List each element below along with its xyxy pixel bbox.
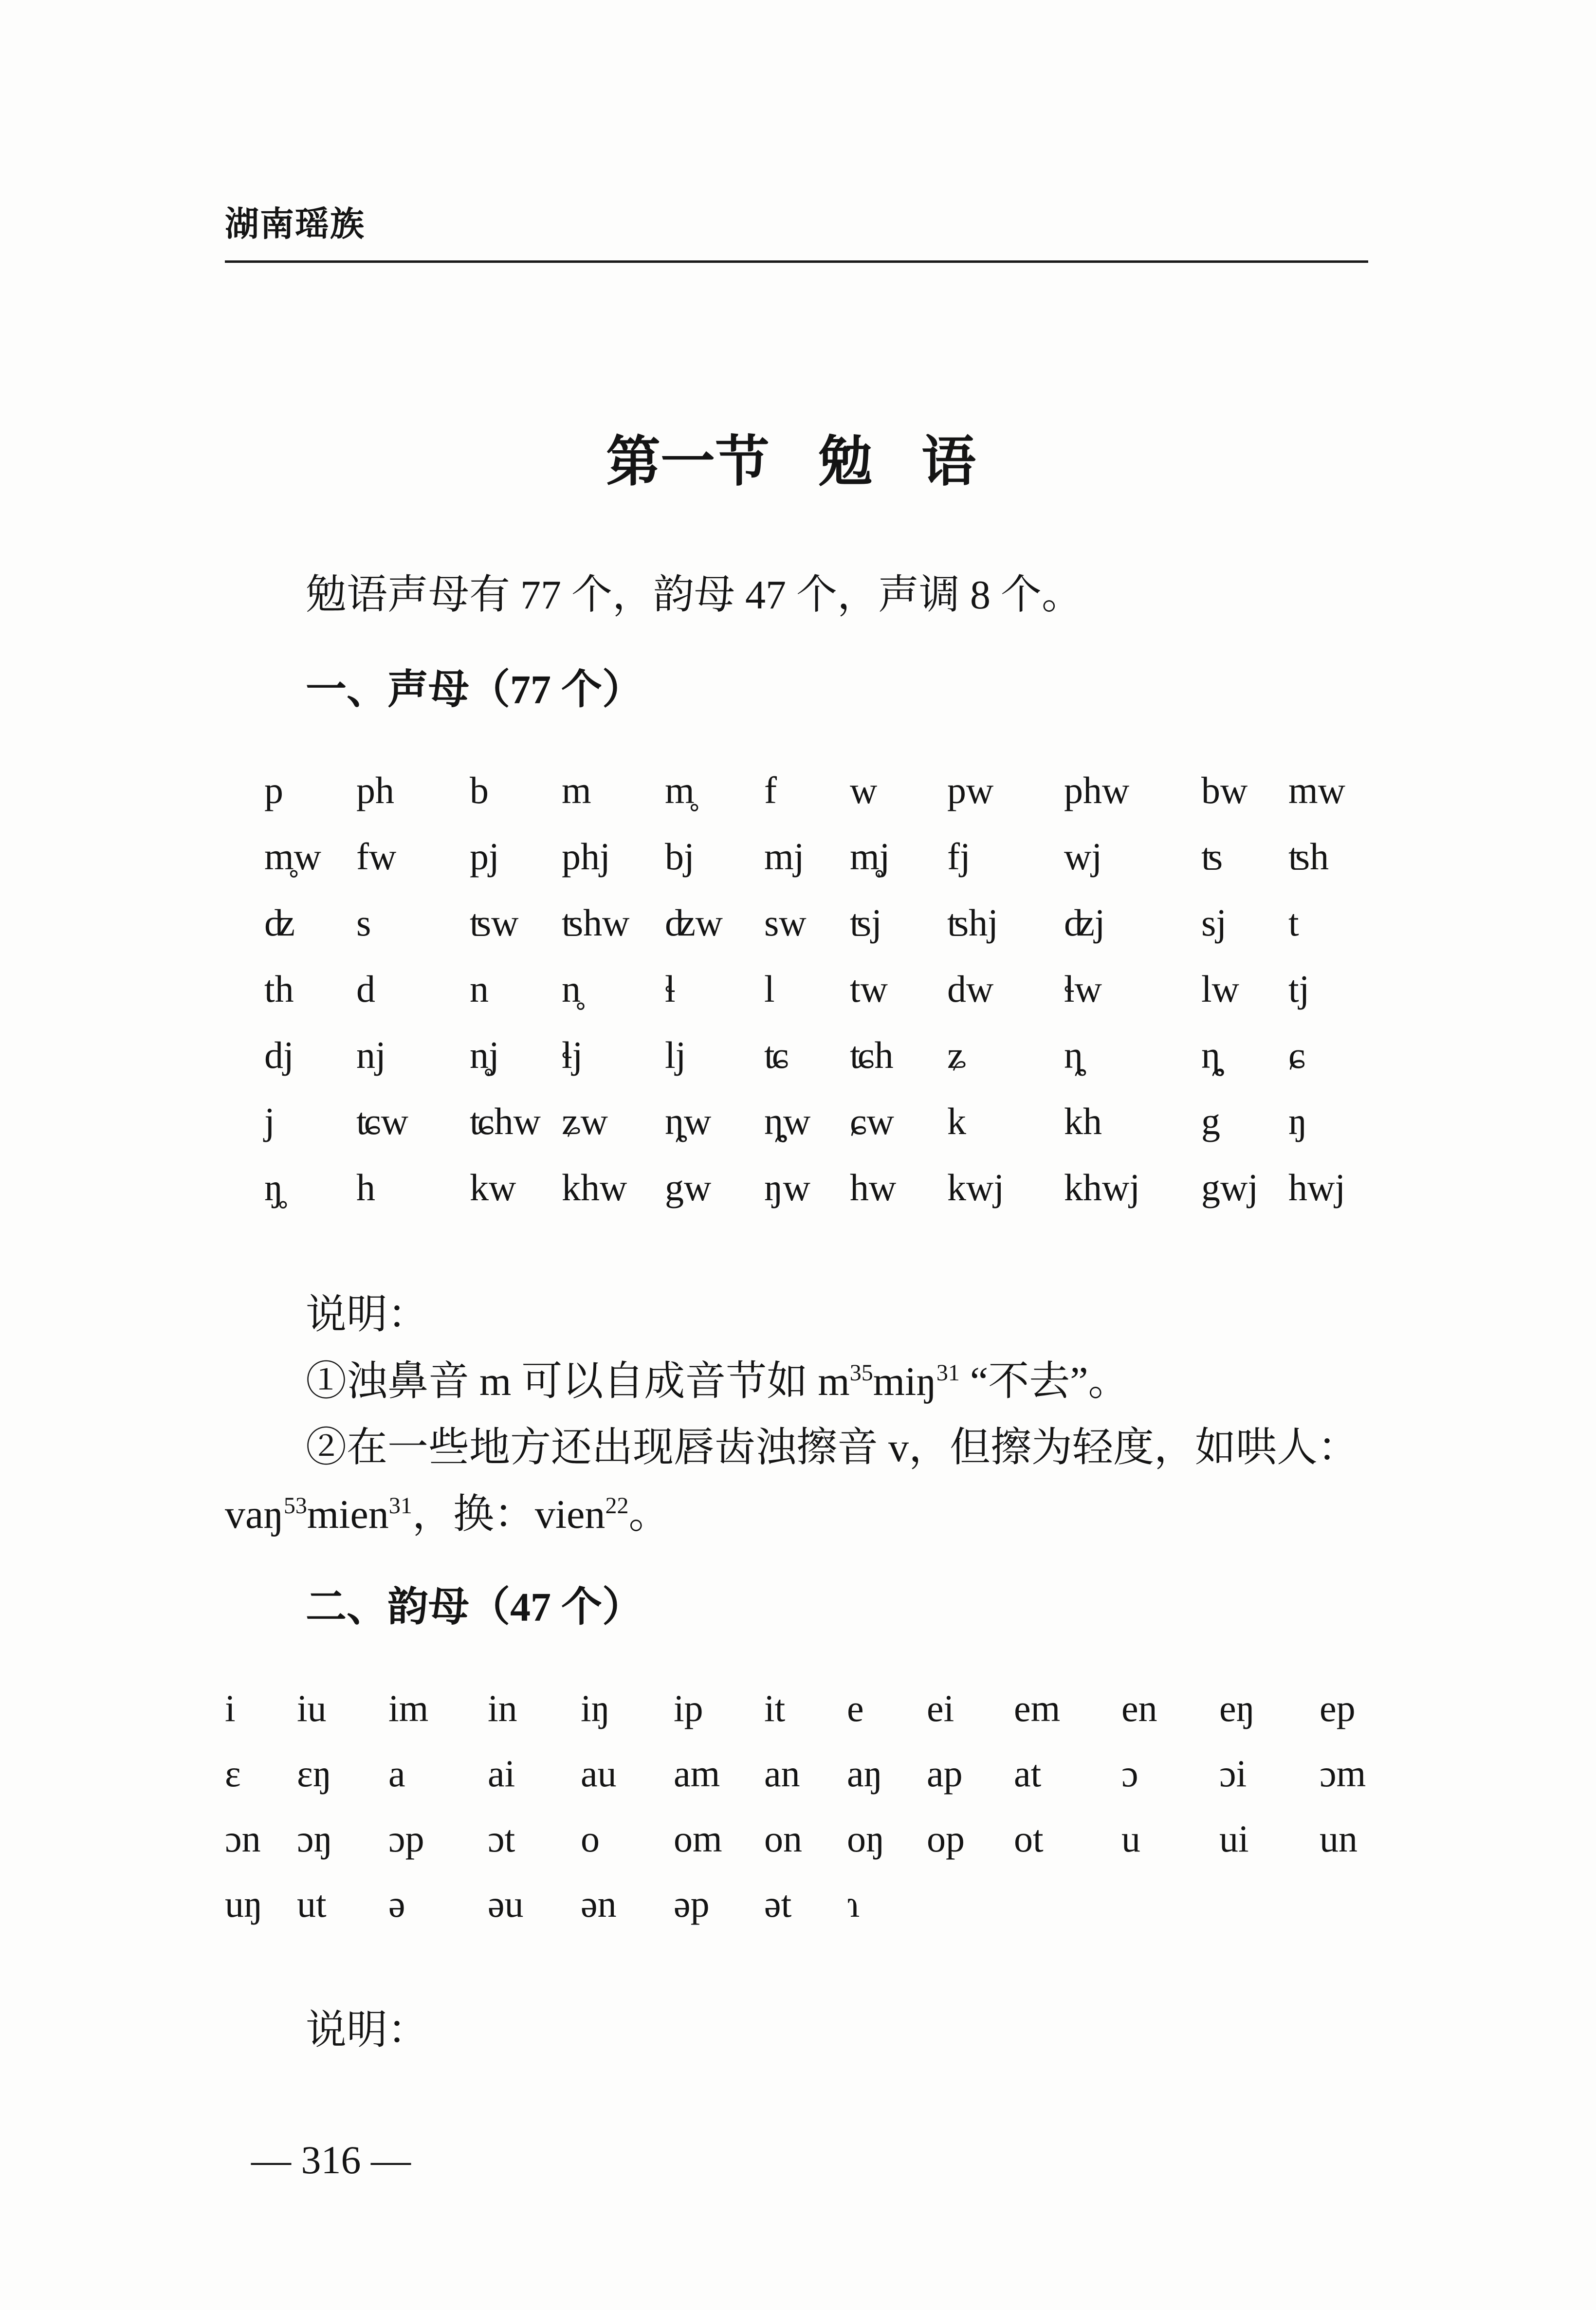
initial-cell: ʦh: [1288, 835, 1329, 878]
final-cell: ip: [674, 1687, 703, 1729]
initial-cell: ȵ: [1064, 1034, 1083, 1076]
final-cell: ap: [927, 1752, 963, 1795]
initial-cell: dw: [947, 968, 994, 1010]
final-cell: ui: [1219, 1817, 1249, 1860]
running-title: 湖南瑶族: [225, 206, 365, 243]
final-cell: ɔm: [1320, 1752, 1366, 1795]
initial-cell: ʦhw: [562, 901, 630, 944]
note-text: ，换：vien: [412, 1492, 605, 1537]
initial-cell: m: [562, 769, 591, 811]
initial-cell: bw: [1201, 769, 1248, 811]
initial-cell: mj: [764, 835, 805, 878]
initial-cell: ʣw: [665, 901, 723, 944]
final-cell: ɔi: [1219, 1752, 1247, 1795]
final-cell: u: [1121, 1817, 1140, 1860]
initial-cell: ȵw: [665, 1100, 712, 1142]
finals-notes-label: 说明：: [306, 2008, 429, 2053]
initial-cell: ŋ̥: [264, 1166, 283, 1209]
initial-cell: bj: [665, 835, 695, 878]
initial-cell: ɕw: [850, 1100, 894, 1142]
initial-cell: ʨ: [764, 1034, 789, 1076]
header-rule: [225, 260, 1368, 263]
final-cell: ɔt: [488, 1817, 515, 1860]
final-cell: ɔ: [1121, 1752, 1138, 1795]
note-text: vaŋ: [225, 1492, 284, 1537]
final-cell: ɔn: [225, 1817, 261, 1860]
note-text: ①浊鼻音 m 可以自成音节如 m: [306, 1359, 850, 1404]
final-cell: əu: [488, 1883, 524, 1925]
note-text: mien: [307, 1492, 389, 1537]
intro-paragraph: 勉语声母有 77 个，韵母 47 个，声调 8 个。: [306, 572, 1083, 618]
initial-cell: ʦhj: [947, 901, 998, 944]
tone-superscript: 53: [283, 1493, 307, 1519]
initial-cell: l: [764, 968, 775, 1010]
initials-note-1: [306, 1361, 1129, 1402]
initials-note-2-line-1: ②在一些地方还出现唇齿浊擦音 v，但擦为轻度，如哄人：: [306, 1425, 1359, 1470]
final-cell: uŋ: [225, 1883, 263, 1925]
final-cell: i: [225, 1687, 236, 1729]
initial-cell: k: [947, 1100, 966, 1142]
initial-cell: gwj: [1201, 1166, 1258, 1209]
initial-cell: m̥j: [850, 835, 890, 878]
final-cell: ɛ: [225, 1752, 241, 1795]
initial-cell: th: [264, 968, 294, 1010]
initial-cell: tj: [1288, 968, 1310, 1010]
initial-cell: fw: [356, 835, 397, 878]
initial-cell: lj: [665, 1034, 686, 1076]
final-cell: ə: [388, 1883, 405, 1925]
initial-cell: dj: [264, 1034, 294, 1076]
initial-cell: m̥: [665, 769, 695, 811]
initial-cell: ph: [356, 769, 394, 811]
final-cell: ən: [581, 1883, 617, 1925]
initial-cell: ʨhw: [470, 1100, 541, 1142]
final-cell: aŋ: [847, 1752, 883, 1795]
initial-cell: n: [470, 968, 489, 1010]
final-cell: ɔŋ: [297, 1817, 333, 1860]
initial-cell: s: [356, 901, 371, 944]
initial-cell: ɬ: [665, 968, 676, 1010]
initial-cell: ʦw: [470, 901, 519, 944]
final-cell: on: [764, 1817, 802, 1860]
final-cell: au: [581, 1752, 617, 1795]
final-cell: iŋ: [581, 1687, 610, 1729]
final-cell: ep: [1320, 1687, 1356, 1729]
initial-cell: wj: [1064, 835, 1102, 878]
note-text: 。: [628, 1492, 670, 1537]
initial-cell: ɬw: [1064, 968, 1102, 1010]
initial-cell: ŋ: [1288, 1100, 1307, 1142]
initials-table: [264, 757, 1376, 1221]
finals-table: [225, 1676, 1397, 1937]
initial-cell: f: [764, 769, 777, 811]
initial-cell: ɕ: [1288, 1034, 1305, 1076]
initial-cell: ʣj: [1064, 901, 1105, 944]
initials-heading: 一、声母（77 个）: [306, 667, 643, 713]
initial-cell: pj: [470, 835, 499, 878]
initial-cell: gw: [665, 1166, 712, 1209]
initials-note-2-line-2: [225, 1494, 669, 1535]
final-cell: un: [1320, 1817, 1358, 1860]
initial-cell: t: [1288, 901, 1299, 944]
initial-cell: w: [850, 769, 878, 811]
final-cell: im: [388, 1687, 429, 1729]
initial-cell: ɬj: [562, 1034, 583, 1076]
initial-cell: khwj: [1064, 1166, 1140, 1209]
initial-cell: n̥j: [470, 1034, 499, 1076]
final-cell: at: [1014, 1752, 1042, 1795]
page-number: — 316 —: [251, 2138, 411, 2182]
final-cell: a: [388, 1752, 405, 1795]
initial-cell: phj: [562, 835, 610, 878]
final-cell: op: [927, 1817, 965, 1860]
initial-cell: hwj: [1288, 1166, 1345, 1209]
initial-cell: ʑw: [562, 1100, 608, 1142]
initial-cell: ȵ̥: [1201, 1034, 1220, 1076]
finals-heading: 二、韵母（47 个）: [306, 1585, 643, 1630]
final-cell: o: [581, 1817, 600, 1860]
tone-superscript: 22: [605, 1493, 629, 1519]
initial-cell: lw: [1201, 968, 1239, 1010]
final-cell: oŋ: [847, 1817, 885, 1860]
final-cell: e: [847, 1687, 864, 1729]
initial-cell: h: [356, 1166, 375, 1209]
initial-cell: pw: [947, 769, 994, 811]
final-cell: ɔp: [388, 1817, 424, 1860]
initial-cell: p: [264, 769, 283, 811]
initial-cell: sj: [1201, 901, 1227, 944]
tone-superscript: 31: [936, 1360, 960, 1386]
initial-cell: g: [1201, 1100, 1220, 1142]
initial-cell: ŋw: [764, 1166, 810, 1209]
initial-cell: khw: [562, 1166, 627, 1209]
initial-cell: ʣ: [264, 901, 295, 944]
section-title: 第一节 勉 语: [606, 432, 976, 493]
initial-cell: ȵ̥w: [764, 1100, 811, 1142]
final-cell: ɿ: [847, 1883, 860, 1925]
tone-superscript: 35: [849, 1360, 873, 1386]
final-cell: əp: [674, 1883, 710, 1925]
initial-cell: sw: [764, 901, 807, 944]
initial-cell: fj: [947, 835, 971, 878]
initial-cell: ʑ: [947, 1034, 966, 1076]
initial-cell: ʦj: [850, 901, 882, 944]
tone-superscript: 31: [388, 1493, 412, 1519]
initial-cell: tw: [850, 968, 888, 1010]
initial-cell: kw: [470, 1166, 516, 1209]
final-cell: ei: [927, 1687, 954, 1729]
final-cell: eŋ: [1219, 1687, 1255, 1729]
initial-cell: hw: [850, 1166, 897, 1209]
final-cell: iu: [297, 1687, 327, 1729]
final-cell: it: [764, 1687, 786, 1729]
initial-cell: ʦ: [1201, 835, 1223, 878]
final-cell: ut: [297, 1883, 327, 1925]
final-cell: an: [764, 1752, 800, 1795]
initial-cell: b: [470, 769, 489, 811]
initial-cell: m̥w: [264, 835, 321, 878]
initial-cell: n̥: [562, 968, 581, 1010]
note-text: “不去”。: [959, 1359, 1129, 1404]
initial-cell: d: [356, 968, 375, 1010]
initial-cell: ʨh: [850, 1034, 894, 1076]
initial-cell: j: [264, 1100, 275, 1142]
final-cell: ot: [1014, 1817, 1044, 1860]
note-text: miŋ: [873, 1359, 936, 1404]
initial-cell: kh: [1064, 1100, 1102, 1142]
initial-cell: ʨw: [356, 1100, 408, 1142]
final-cell: ai: [488, 1752, 515, 1795]
final-cell: em: [1014, 1687, 1061, 1729]
final-cell: am: [674, 1752, 720, 1795]
final-cell: ɛŋ: [297, 1752, 332, 1795]
initial-cell: mw: [1288, 769, 1345, 811]
initial-cell: kwj: [947, 1166, 1004, 1209]
initial-cell: phw: [1064, 769, 1130, 811]
final-cell: en: [1121, 1687, 1157, 1729]
initials-notes-label: 说明：: [306, 1292, 429, 1338]
initial-cell: nj: [356, 1034, 386, 1076]
final-cell: om: [674, 1817, 722, 1860]
final-cell: ət: [764, 1883, 792, 1925]
final-cell: in: [488, 1687, 517, 1729]
